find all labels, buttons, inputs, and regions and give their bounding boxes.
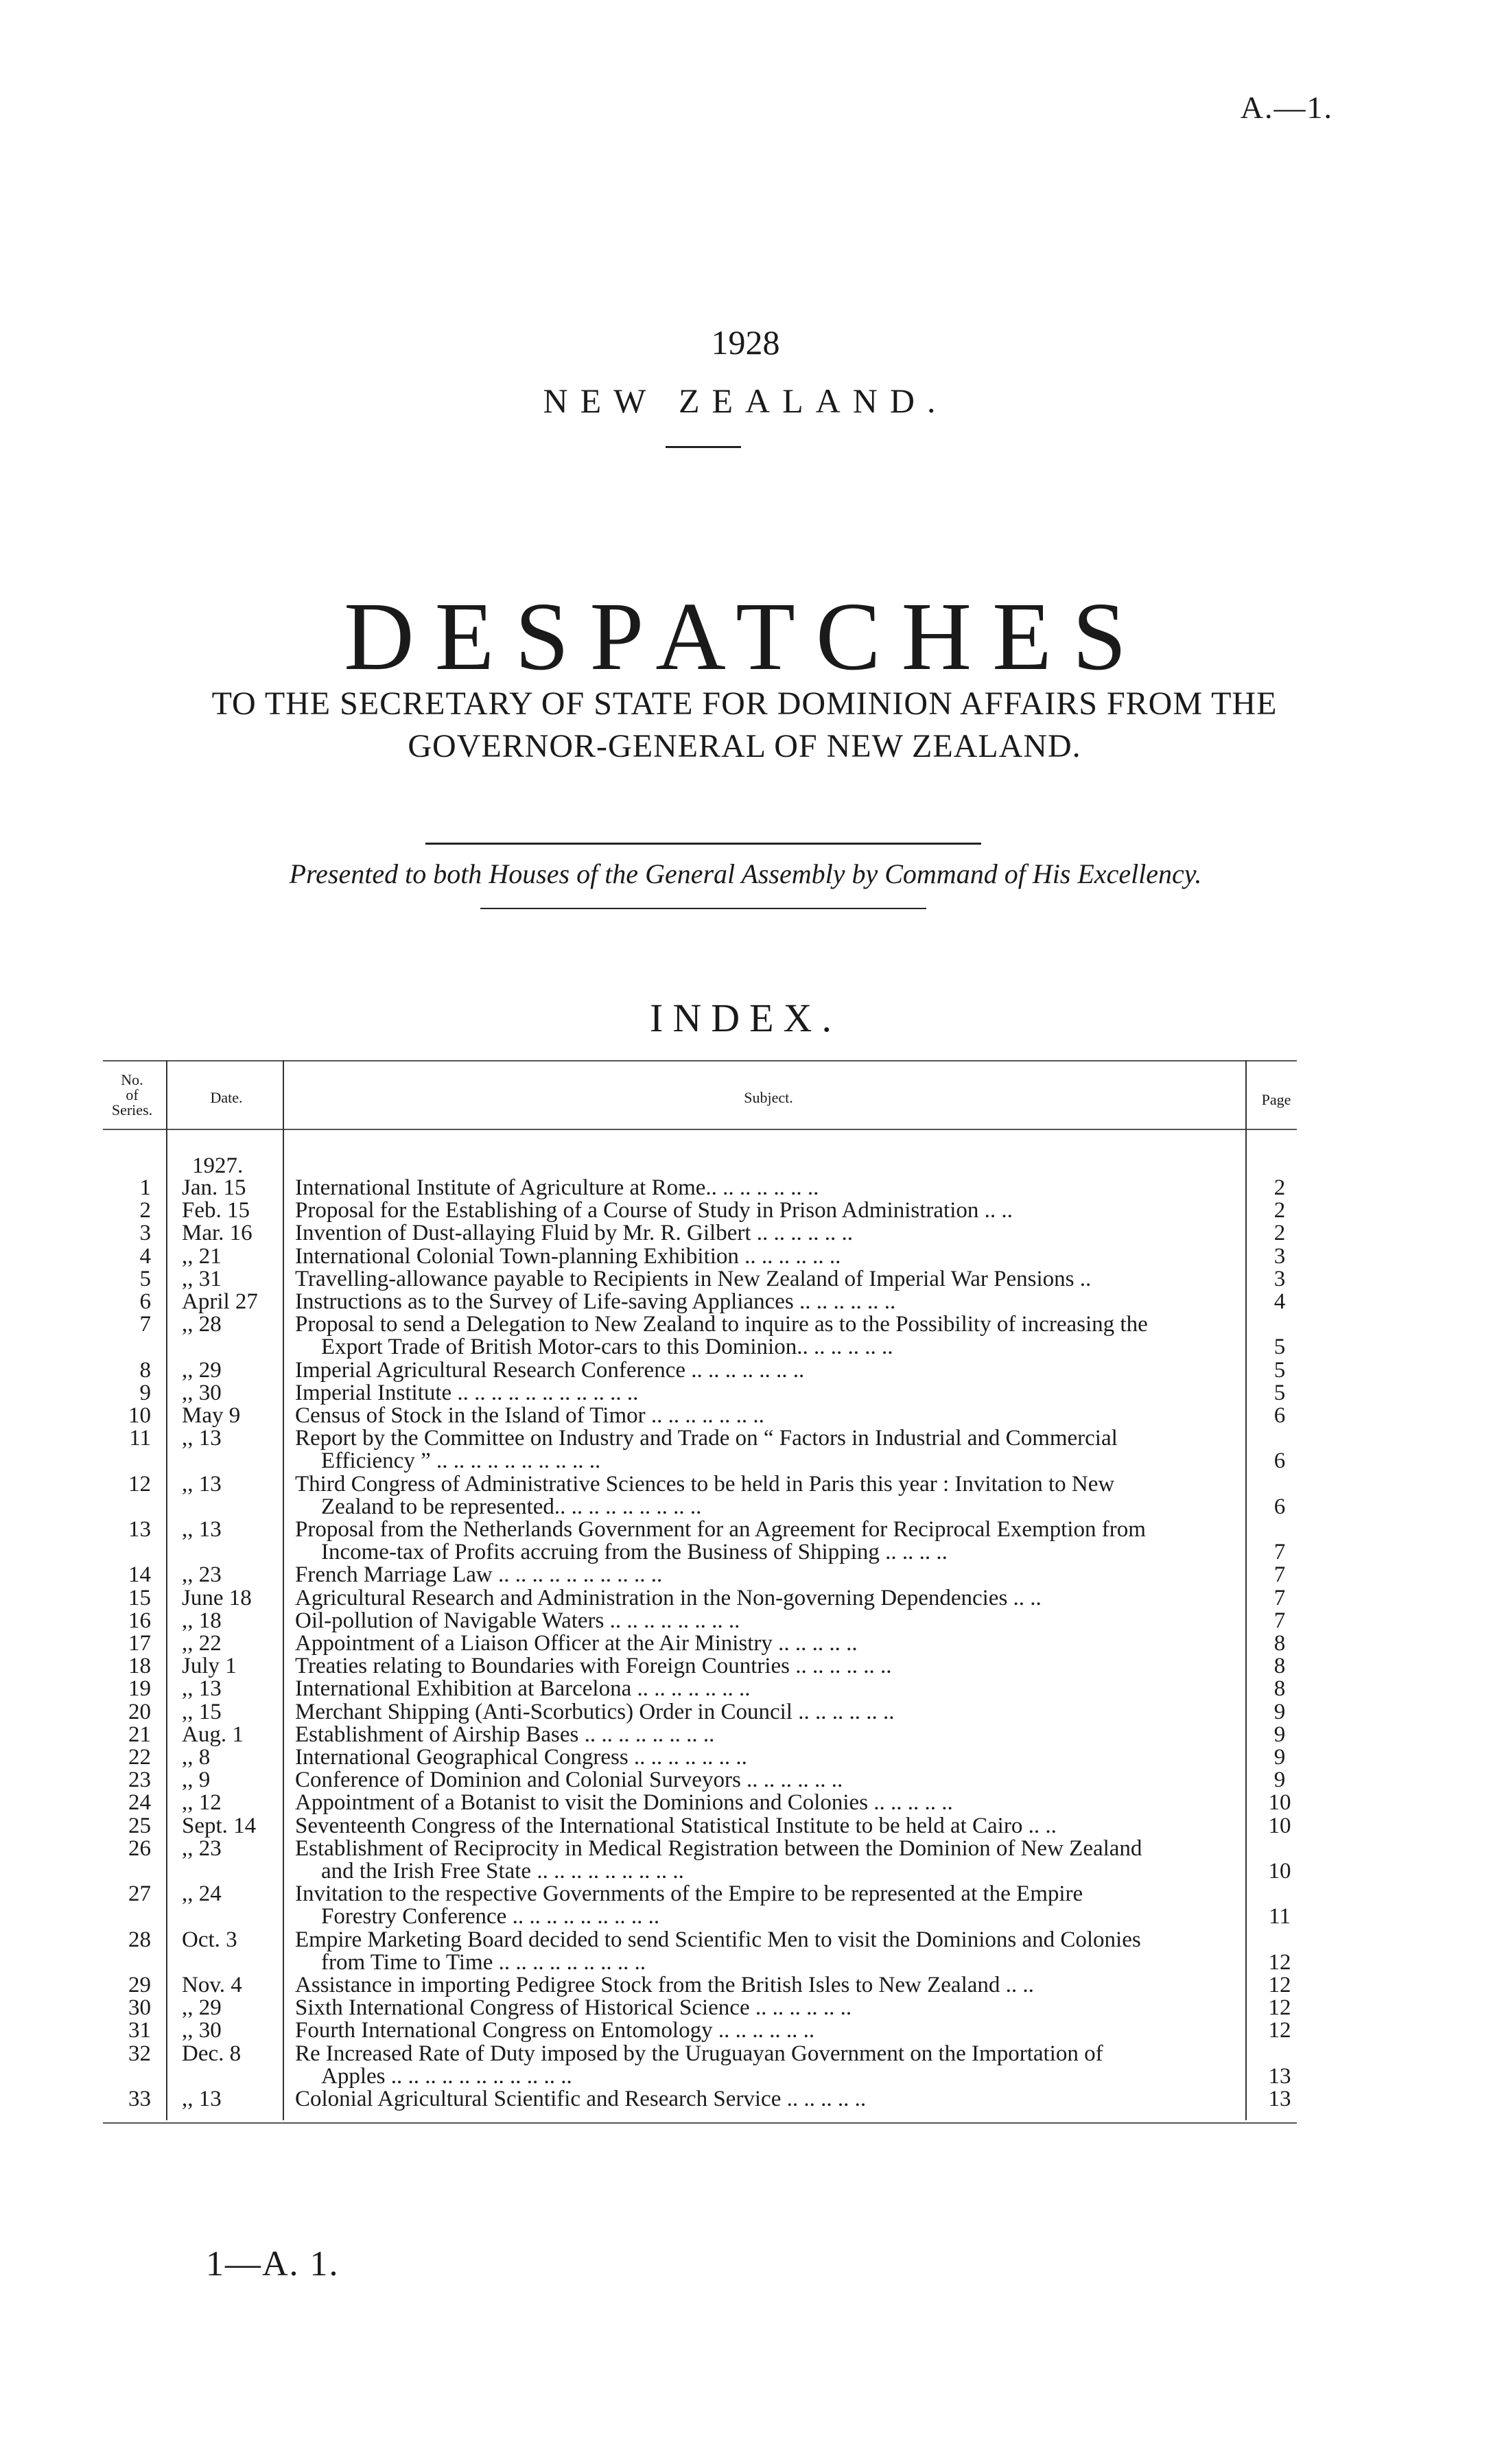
entry-subject: [295, 1587, 1290, 1610]
subject-line: Colonial Agricultural Scientific and Research Service .. .. .. .. ..: [295, 2088, 867, 2111]
table-row: [103, 1632, 1297, 1655]
table-row: [103, 1564, 1297, 1586]
table-row: [103, 1291, 1297, 1313]
entry-date: ,, 22: [182, 1631, 222, 1656]
series-number: 21: [128, 1722, 151, 1747]
entry-subject: [295, 2088, 1290, 2111]
table-row: [103, 1929, 1297, 1974]
entry-subject: [295, 1564, 1290, 1586]
subject-line: Travelling-allowance payable to Recipients in New Zealand of Imperial War Pensions ..: [295, 1267, 1092, 1291]
series-number: 18: [128, 1654, 151, 1679]
entry-date: Dec. 8: [182, 2041, 242, 2066]
page-number: 3: [1273, 1266, 1286, 1291]
page-number: 7: [1273, 1608, 1286, 1633]
series-number: 13: [128, 1517, 151, 1542]
presented-note: Presented to both Houses of the General Assembly by Command of His Excellency.: [289, 858, 1202, 889]
entry-subject: [295, 1929, 1290, 1974]
entry-subject: [295, 1313, 1290, 1359]
header-subject: Subject.: [744, 1089, 793, 1106]
entry-subject: [295, 1838, 1290, 1883]
subject-line: Oil-pollution of Navigable Waters .. .. .. .. .. .. .. ..: [295, 1609, 740, 1632]
page-number: 2: [1273, 1198, 1286, 1223]
entry-subject: [295, 1974, 1290, 1997]
page-number: 13: [1268, 2063, 1291, 2089]
entry-subject: [295, 1746, 1290, 1769]
subject-line: Imperial Agricultural Research Conference .. .. .. .. .. .. ..: [295, 1359, 805, 1382]
table-row: [103, 1724, 1297, 1746]
entry-date: ,, 13: [182, 1471, 222, 1497]
series-number: 16: [128, 1608, 151, 1633]
entry-subject: [295, 1177, 1290, 1199]
page-number: 8: [1273, 1676, 1286, 1702]
page-number: 12: [1268, 1949, 1291, 1975]
entry-date: ,, 30: [182, 1380, 222, 1405]
table-row: [103, 1997, 1297, 2019]
entry-date: ,, 30: [182, 2018, 222, 2043]
page-number: 8: [1273, 1631, 1286, 1656]
entry-subject: [295, 1610, 1290, 1632]
page-number: 12: [1268, 2018, 1291, 2043]
series-number: 12: [128, 1471, 151, 1497]
subtitle-line-2: GOVERNOR-GENERAL OF NEW ZEALAND.: [408, 728, 1081, 764]
page-number: 2: [1273, 1221, 1286, 1246]
table-row: [103, 1518, 1297, 1564]
document-year: 1928: [711, 323, 780, 362]
entry-date: ,, 29: [182, 1995, 222, 2021]
entry-subject: [295, 2019, 1290, 2042]
series-number: 4: [139, 1243, 151, 1269]
entry-date: ,, 12: [182, 1790, 222, 1816]
page-reference: A.—1.: [1240, 90, 1333, 125]
subject-line: Assistance in importing Pedigree Stock from the British Isles to New Zealand .. ..: [295, 1974, 1034, 1997]
entry-date: July 1: [182, 1654, 237, 1679]
page-number: 11: [1269, 1904, 1291, 1929]
page-number: 12: [1268, 1973, 1291, 1997]
index-table: [103, 1060, 1297, 2124]
table-row: [103, 1313, 1297, 1359]
series-number: 17: [128, 1631, 151, 1656]
series-number: 8: [139, 1357, 151, 1383]
subject-line: French Marriage Law .. .. .. .. .. .. .. .. .. ..: [295, 1564, 663, 1587]
page-number: 6: [1273, 1448, 1286, 1474]
entry-date: Mar. 16: [182, 1221, 253, 1246]
page-number: 4: [1273, 1289, 1286, 1314]
table-row: [103, 1177, 1297, 1199]
page-number: 10: [1268, 1858, 1291, 1884]
entry-subject: [295, 1815, 1290, 1838]
series-number: 29: [128, 1973, 151, 1997]
main-title: DESPATCHES: [344, 582, 1147, 690]
entry-subject: [295, 1518, 1290, 1564]
page-number: 2: [1273, 1175, 1286, 1200]
series-number: 22: [128, 1745, 151, 1770]
page-number: 7: [1273, 1562, 1286, 1588]
table-row: [103, 2088, 1297, 2111]
entry-subject: [295, 1268, 1290, 1291]
entry-date: ,, 13: [182, 2087, 222, 2111]
entry-subject: [295, 1291, 1290, 1313]
entry-date: ,, 28: [182, 1312, 222, 1337]
series-number: 5: [139, 1266, 151, 1291]
entry-subject: [295, 1405, 1290, 1427]
subject-line: Report by the Committee on Industry and Trade on “ Factors in Industrial and Commercial: [295, 1427, 1118, 1451]
subject-line: Agricultural Research and Administration in the Non-governing Dependencies .. ..: [295, 1586, 1042, 1610]
table-row: [103, 1587, 1297, 1610]
entry-date: Nov. 4: [182, 1973, 242, 1997]
page-number: 5: [1273, 1335, 1286, 1360]
header-no-of-series: No. of Series.: [111, 1071, 153, 1118]
series-number: 26: [128, 1835, 151, 1861]
series-number: 19: [128, 1676, 151, 1702]
entry-subject: [295, 1222, 1290, 1245]
header-bottom-rule: [103, 1129, 1297, 1130]
entry-date: ,, 23: [182, 1562, 222, 1588]
entry-date: June 18: [182, 1585, 252, 1610]
subject-line: Zealand to be represented.. .. .. .. .. .. .. .. ..: [321, 1495, 702, 1518]
table-row: [103, 2019, 1297, 2042]
table-row: [103, 1245, 1297, 1268]
series-number: 25: [128, 1813, 151, 1838]
year-label: 1927.: [192, 1153, 244, 1178]
page-number: 12: [1268, 1995, 1291, 2021]
table-row: [103, 1359, 1297, 1382]
subject-line: Proposal from the Netherlands Government for an Agreement for Reciprocal Exemption from: [295, 1518, 1146, 1541]
table-row: [103, 1883, 1297, 1928]
entry-date: ,, 8: [182, 1745, 211, 1770]
subject-line: Income-tax of Profits accruing from the Business of Shipping .. .. .. ..: [321, 1541, 948, 1564]
subtitle-line-1: TO THE SECRETARY OF STATE FOR DOMINION AFFAIRS FROM THE: [211, 685, 1278, 722]
page-number: 10: [1268, 1813, 1291, 1838]
page-number: 9: [1273, 1722, 1286, 1747]
subject-line: Fourth International Congress on Entomology .. .. .. .. .. ..: [295, 2019, 815, 2043]
series-number: 6: [139, 1289, 151, 1314]
series-number: 2: [139, 1198, 151, 1223]
entry-date: ,, 31: [182, 1266, 222, 1291]
entry-subject: [295, 1427, 1290, 1472]
subject-line: Efficiency ” .. .. .. .. .. .. .. .. .. ..: [321, 1450, 601, 1473]
series-number: 10: [128, 1403, 151, 1428]
subject-line: Merchant Shipping (Anti-Scorbutics) Order in Council .. .. .. .. .. ..: [295, 1700, 895, 1724]
entry-subject: [295, 1769, 1290, 1792]
subject-line: from Time to Time .. .. .. .. .. .. .. .. ..: [321, 1951, 646, 1974]
entry-date: ,, 13: [182, 1517, 222, 1542]
table-row: [103, 1701, 1297, 1724]
series-number: 23: [128, 1768, 151, 1793]
table-row: [103, 1222, 1297, 1245]
entry-subject: [295, 1382, 1290, 1405]
subject-line: Sixth International Congress of Historical Science .. .. .. .. .. ..: [295, 1997, 852, 2020]
entry-subject: [295, 1678, 1290, 1700]
entry-date: May 9: [182, 1403, 241, 1428]
page-number: 9: [1273, 1768, 1286, 1793]
entry-date: ,, 13: [182, 1676, 222, 1702]
page-number: 7: [1273, 1585, 1286, 1610]
index-title: INDEX.: [650, 996, 841, 1040]
table-row: [103, 1610, 1297, 1632]
series-number: 30: [128, 1995, 151, 2021]
entry-date: ,, 29: [182, 1357, 222, 1383]
page-number: 8: [1273, 1654, 1286, 1679]
entry-date: ,, 24: [182, 1881, 222, 1907]
subject-line: Invention of Dust-allaying Fluid by Mr. R. Gilbert .. .. .. .. .. ..: [295, 1222, 854, 1245]
subject-line: Establishment of Reciprocity in Medical Registration between the Dominion of New Zealand: [295, 1837, 1142, 1860]
entry-date: Oct. 3: [182, 1927, 237, 1952]
entry-subject: [295, 2043, 1290, 2088]
page-number: 6: [1273, 1494, 1286, 1519]
subject-line: Imperial Institute .. .. .. .. .. .. .. .. .. .. ..: [295, 1381, 639, 1405]
page-number: 5: [1273, 1357, 1286, 1383]
table-row: [103, 1427, 1297, 1472]
table-row: [103, 1974, 1297, 1997]
entry-date: Jan. 15: [182, 1175, 246, 1200]
entry-date: ,, 15: [182, 1699, 222, 1724]
presented-rule-top: [425, 843, 981, 845]
subject-line: Empire Marketing Board decided to send Scientific Men to visit the Dominions and Colonies: [295, 1928, 1141, 1951]
footer-signature: 1—A. 1.: [206, 2244, 340, 2284]
entry-date: ,, 23: [182, 1835, 222, 1861]
table-bottom-rule: [103, 2122, 1297, 2124]
short-divider: [666, 446, 741, 448]
entry-date: ,, 18: [182, 1608, 222, 1633]
subject-line: Third Congress of Administrative Sciences to be held in Paris this year : Invitation to New: [295, 1472, 1115, 1496]
entry-subject: [295, 1199, 1290, 1222]
entry-date: ,, 21: [182, 1243, 222, 1269]
table-row: [103, 1678, 1297, 1700]
entry-subject: [295, 1701, 1290, 1724]
table-row: [103, 1746, 1297, 1769]
entry-subject: [295, 1724, 1290, 1746]
series-number: 7: [139, 1312, 151, 1337]
entry-subject: [295, 1883, 1290, 1928]
subject-line: International Institute of Agriculture at Rome.. .. .. .. .. .. ..: [295, 1177, 819, 1199]
table-row: [103, 1268, 1297, 1291]
series-number: 1: [139, 1175, 151, 1200]
entry-subject: [295, 1473, 1290, 1518]
series-number: 9: [139, 1380, 151, 1405]
subject-line: Conference of Dominion and Colonial Surveyors .. .. .. .. .. ..: [295, 1769, 843, 1792]
table-row: [103, 1382, 1297, 1405]
page-number: 5: [1273, 1380, 1286, 1405]
entry-subject: [295, 1632, 1290, 1655]
series-number: 33: [128, 2087, 151, 2111]
entry-date: April 27: [182, 1289, 258, 1314]
series-number: 3: [139, 1221, 151, 1246]
subject-line: Appointment of a Liaison Officer at the Air Ministry .. .. .. .. ..: [295, 1632, 858, 1655]
subject-line: Seventeenth Congress of the International Statistical Institute to be held at Cairo .. ..: [295, 1814, 1057, 1838]
series-number: 28: [128, 1927, 151, 1952]
header-date: Date.: [210, 1089, 243, 1106]
table-row: [103, 1405, 1297, 1427]
subject-line: Re Increased Rate of Duty imposed by the Uruguayan Government on the Importation of: [295, 2042, 1103, 2065]
table-row: [103, 1815, 1297, 1838]
subject-line: Apples .. .. .. .. .. .. .. .. .. .. ..: [321, 2065, 572, 2088]
series-number: 24: [128, 1790, 151, 1816]
page-number: 9: [1273, 1699, 1286, 1724]
subject-line: International Exhibition at Barcelona .. .. .. .. .. .. ..: [295, 1678, 751, 1701]
table-row: [103, 1655, 1297, 1678]
entry-date: Sept. 14: [182, 1813, 257, 1838]
subject-line: International Geographical Congress .. .. .. .. .. .. ..: [295, 1746, 747, 1769]
subject-line: Appointment of a Botanist to visit the Dominions and Colonies .. .. .. .. ..: [295, 1792, 953, 1815]
page-number: 6: [1273, 1403, 1286, 1428]
series-number: 32: [128, 2041, 151, 2066]
subject-line: International Colonial Town-planning Exhibition .. .. .. .. .. ..: [295, 1245, 841, 1268]
page-number: 13: [1268, 2087, 1291, 2111]
series-number: 14: [128, 1562, 151, 1588]
subject-line: Treaties relating to Boundaries with Foreign Countries .. .. .. .. .. ..: [295, 1655, 892, 1678]
table-row: [103, 1473, 1297, 1518]
series-number: 20: [128, 1699, 151, 1724]
subject-line: Forestry Conference .. .. .. .. .. .. .. .. ..: [321, 1905, 660, 1929]
subtitle: [89, 683, 1400, 768]
table-row: [103, 2043, 1297, 2088]
table-row: [103, 1769, 1297, 1792]
subject-line: Proposal for the Establishing of a Course of Study in Prison Administration .. ..: [295, 1199, 1013, 1223]
entry-subject: [295, 1655, 1290, 1678]
table-row: [103, 1792, 1297, 1814]
table-top-rule: [103, 1060, 1297, 1061]
table-row: [103, 1835, 1297, 1884]
country-heading: NEW ZEALAND.: [543, 382, 948, 420]
entry-subject: [295, 1792, 1290, 1814]
subject-line: and the Irish Free State .. .. .. .. .. .. .. .. ..: [321, 1859, 684, 1883]
entry-subject: [295, 1997, 1290, 2019]
entry-date: Feb. 15: [182, 1198, 250, 1223]
entry-subject: [295, 1245, 1290, 1268]
presented-rule-bottom: [480, 908, 926, 909]
subject-line: Export Trade of British Motor-cars to this Dominion.. .. .. .. .. ..: [321, 1336, 893, 1359]
subject-line: Instructions as to the Survey of Life-saving Appliances .. .. .. .. .. ..: [295, 1291, 896, 1313]
page-number: 10: [1268, 1790, 1291, 1816]
subject-line: Census of Stock in the Island of Timor .. .. .. .. .. .. ..: [295, 1405, 764, 1427]
page-number: 7: [1273, 1540, 1286, 1565]
series-number: 11: [129, 1426, 151, 1451]
header-page: Page: [1261, 1091, 1291, 1108]
series-number: 27: [128, 1881, 151, 1907]
page-number: 9: [1273, 1745, 1286, 1770]
entry-date: ,, 13: [182, 1426, 222, 1451]
series-number: 31: [128, 2018, 151, 2043]
subject-line: Invitation to the respective Governments of the Empire to be represented at the Empire: [295, 1883, 1083, 1906]
entry-date: Aug. 1: [182, 1722, 244, 1747]
entry-date: ,, 9: [182, 1768, 211, 1793]
series-number: 15: [128, 1585, 151, 1610]
entry-subject: [295, 1359, 1290, 1382]
subject-line: Proposal to send a Delegation to New Zealand to inquire as to the Possibility of increasing the: [295, 1313, 1148, 1337]
page-number: 3: [1273, 1243, 1286, 1269]
subject-line: Establishment of Airship Bases .. .. .. .. .. .. .. ..: [295, 1723, 715, 1746]
table-row: [103, 1199, 1297, 1222]
